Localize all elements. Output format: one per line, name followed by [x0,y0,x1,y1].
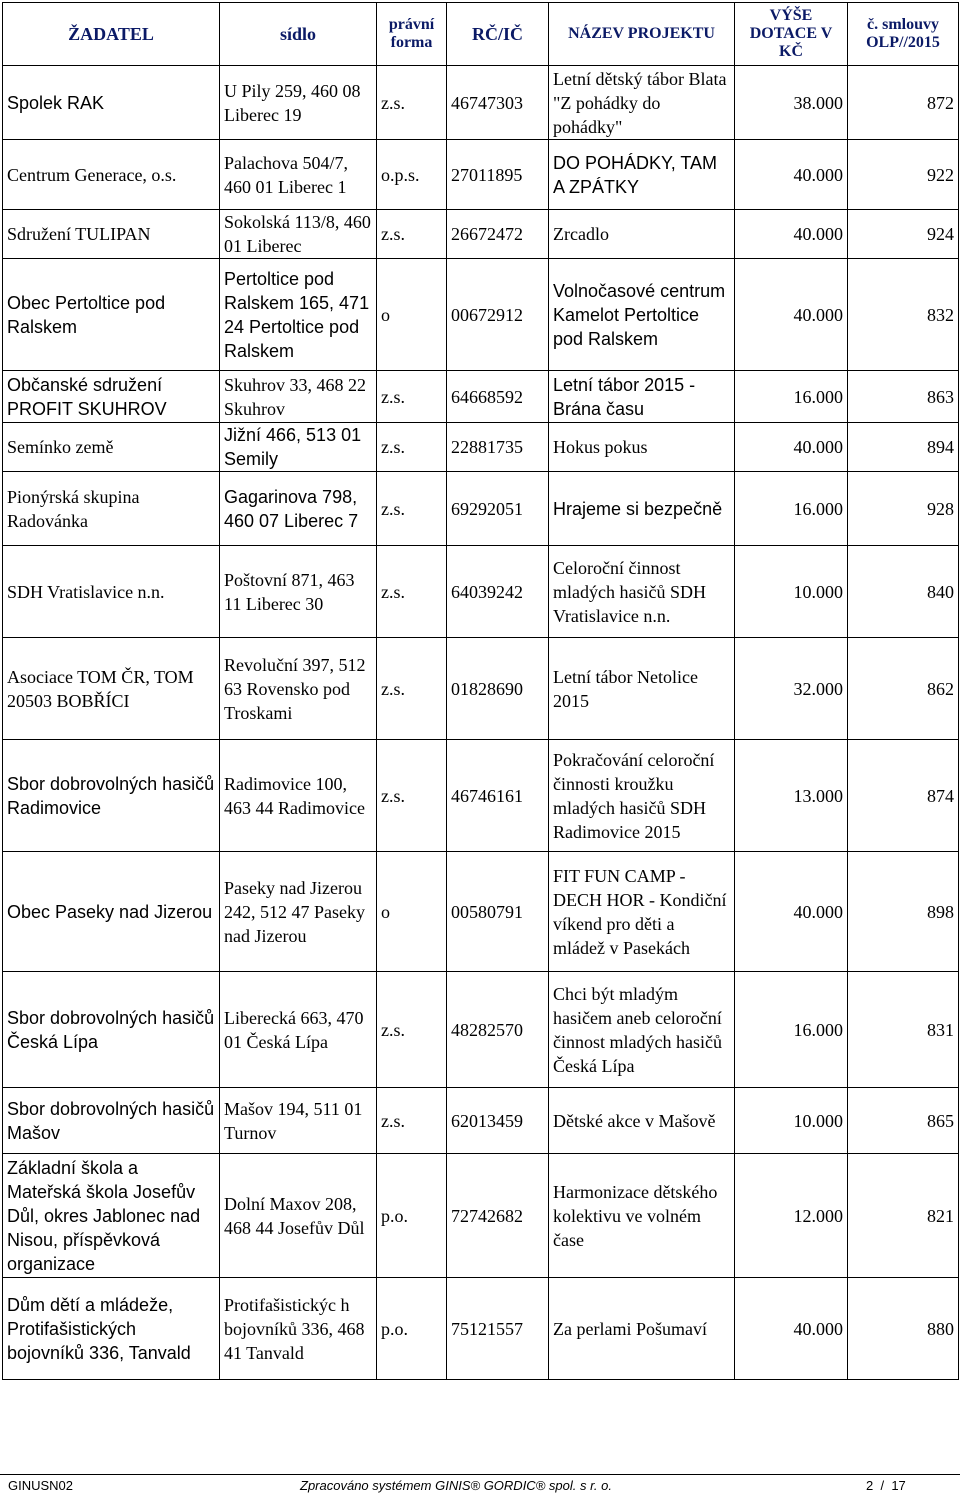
cell-legal-form: z.s. [377,66,447,140]
cell-seat: Radimovice 100, 463 44 Radimovice [220,740,377,852]
cell-applicant: Sbor dobrovolných hasičů Radimovice [3,740,220,852]
table-row [3,210,959,259]
cell-applicant: Dům dětí a mládeže, Protifašistických bojovníků 336, Tanvald [3,1278,220,1380]
cell-legal-form: z.s. [377,210,447,259]
table-row [3,1088,959,1154]
cell-id: 75121557 [447,1278,549,1380]
cell-amount: 10.000 [735,546,848,638]
cell-seat: Skuhrov 33, 468 22 Skuhrov [220,371,377,423]
table-row [3,1278,959,1380]
cell-legal-form: o.p.s. [377,140,447,210]
footer-total-pages: 17 [891,1478,906,1493]
cell-applicant: Sbor dobrovolných hasičů Mašov [3,1088,220,1154]
cell-applicant: Občanské sdružení PROFIT SKUHROV [3,371,220,423]
header-applicant: ŽADATEL [3,3,220,66]
cell-applicant: Sdružení TULIPAN [3,210,220,259]
cell-id: 48282570 [447,972,549,1088]
cell-contract: 863 [848,371,959,423]
cell-amount: 16.000 [735,371,848,423]
cell-project: Za perlami Pošumaví [549,1278,735,1380]
cell-project: Dětské akce v Mašově [549,1088,735,1154]
cell-id: 01828690 [447,638,549,740]
cell-amount: 10.000 [735,1088,848,1154]
cell-applicant: SDH Vratislavice n.n. [3,546,220,638]
cell-id: 00580791 [447,852,549,972]
table-row [3,852,959,972]
cell-seat: Pertoltice pod Ralskem 165, 471 24 Pertoltice pod Ralskem [220,259,377,371]
cell-legal-form: z.s. [377,472,447,546]
cell-id: 69292051 [447,472,549,546]
cell-amount: 38.000 [735,66,848,140]
cell-applicant: Asociace TOM ČR, TOM 20503 BOBŘÍCI [3,638,220,740]
cell-id: 00672912 [447,259,549,371]
cell-contract: 872 [848,66,959,140]
cell-applicant: Obec Paseky nad Jizerou [3,852,220,972]
cell-id: 26672472 [447,210,549,259]
cell-amount: 16.000 [735,472,848,546]
cell-id: 27011895 [447,140,549,210]
cell-project: Letní tábor 2015 - Brána času [549,371,735,423]
cell-project: Letní dětský tábor Blata "Z pohádky do pohádky" [549,66,735,140]
grant-table [2,2,959,1380]
cell-id: 62013459 [447,1088,549,1154]
table-body [3,66,959,1380]
cell-seat: Mašov 194, 511 01 Turnov [220,1088,377,1154]
cell-project: Celoroční činnost mladých hasičů SDH Vratislavice n.n. [549,546,735,638]
cell-id: 64668592 [447,371,549,423]
cell-project: Hokus pokus [549,423,735,472]
cell-id: 46746161 [447,740,549,852]
cell-legal-form: z.s. [377,1088,447,1154]
cell-legal-form: p.o. [377,1278,447,1380]
cell-applicant: Obec Pertoltice pod Ralskem [3,259,220,371]
cell-legal-form: z.s. [377,423,447,472]
table-row [3,66,959,140]
cell-contract: 894 [848,423,959,472]
cell-legal-form: z.s. [377,972,447,1088]
header-row [3,3,959,66]
table-row [3,423,959,472]
cell-amount: 40.000 [735,140,848,210]
cell-legal-form: z.s. [377,371,447,423]
cell-amount: 40.000 [735,852,848,972]
header-project: NÁZEV PROJEKTU [549,3,735,66]
cell-legal-form: o [377,852,447,972]
cell-seat: Poštovní 871, 463 11 Liberec 30 [220,546,377,638]
header-contract: č. smlouvy OLP//2015 [848,3,959,66]
table-row [3,472,959,546]
cell-applicant: Semínko země [3,423,220,472]
footer-separator: / [880,1478,885,1493]
cell-amount: 16.000 [735,972,848,1088]
cell-project: Letní tábor Netolice 2015 [549,638,735,740]
cell-contract: 922 [848,140,959,210]
footer-code: GINUSN02 [8,1478,74,1493]
cell-contract: 832 [848,259,959,371]
header-seat: sídlo [220,3,377,66]
cell-id: 46747303 [447,66,549,140]
cell-seat: Liberecká 663, 470 01 Česká Lípa [220,972,377,1088]
cell-contract: 821 [848,1154,959,1278]
header-id: RČ/IČ [447,3,549,66]
cell-seat: Gagarinova 798, 460 07 Liberec 7 [220,472,377,546]
footer-system-note: Zpracováno systémem GINIS® GORDIC® spol. s r. o. [300,1478,612,1493]
cell-applicant: Centrum Generace, o.s. [3,140,220,210]
cell-id: 22881735 [447,423,549,472]
table-row [3,371,959,423]
cell-applicant: Pionýrská skupina Radovánka [3,472,220,546]
cell-seat: U Pily 259, 460 08 Liberec 19 [220,66,377,140]
cell-amount: 40.000 [735,210,848,259]
cell-contract: 865 [848,1088,959,1154]
cell-seat: Paseky nad Jizerou 242, 512 47 Paseky nad Jizerou [220,852,377,972]
cell-amount: 32.000 [735,638,848,740]
cell-amount: 40.000 [735,1278,848,1380]
cell-project: Chci být mladým hasičem aneb celoroční činnost mladých hasičů Česká Lípa [549,972,735,1088]
cell-seat: Dolní Maxov 208, 468 44 Josefův Důl [220,1154,377,1278]
cell-seat: Palachova 504/7, 460 01 Liberec 1 [220,140,377,210]
cell-project: Zrcadlo [549,210,735,259]
cell-applicant: Sbor dobrovolných hasičů Česká Lípa [3,972,220,1088]
cell-legal-form: p.o. [377,1154,447,1278]
table-row [3,140,959,210]
header-amount: VÝŠE DOTACE V KČ [735,3,848,66]
cell-amount: 40.000 [735,259,848,371]
table-row [3,546,959,638]
cell-seat: Revoluční 397, 512 63 Rovensko pod Troskami [220,638,377,740]
cell-id: 64039242 [447,546,549,638]
cell-contract: 880 [848,1278,959,1380]
cell-project: FIT FUN CAMP - DECH HOR - Kondiční víkend pro děti a mládež v Pasekách [549,852,735,972]
page-footer [0,1474,960,1495]
cell-amount: 12.000 [735,1154,848,1278]
cell-applicant: Spolek RAK [3,66,220,140]
table-row [3,259,959,371]
table-row [3,638,959,740]
cell-contract: 898 [848,852,959,972]
cell-contract: 862 [848,638,959,740]
cell-legal-form: o [377,259,447,371]
footer-current-page: 2 [866,1478,874,1493]
cell-project: Harmonizace dětského kolektivu ve volném čase [549,1154,735,1278]
cell-project: DO POHÁDKY, TAM A ZPÁTKY [549,140,735,210]
cell-contract: 840 [848,546,959,638]
cell-contract: 874 [848,740,959,852]
cell-contract: 928 [848,472,959,546]
cell-project: Hrajeme si bezpečně [549,472,735,546]
cell-amount: 13.000 [735,740,848,852]
table-row [3,972,959,1088]
table-row [3,740,959,852]
cell-seat: Jižní 466, 513 01 Semily [220,423,377,472]
cell-legal-form: z.s. [377,638,447,740]
cell-applicant: Základní škola a Mateřská škola Josefův Důl, okres Jablonec nad Nisou, příspěvková organizace [3,1154,220,1278]
header-legal-form: právní forma [377,3,447,66]
cell-legal-form: z.s. [377,546,447,638]
cell-project: Pokračování celoroční činnosti kroužku mladých hasičů SDH Radimovice 2015 [549,740,735,852]
footer-page-number [866,1478,906,1493]
cell-legal-form: z.s. [377,740,447,852]
cell-amount: 40.000 [735,423,848,472]
table-row [3,1154,959,1278]
cell-id: 72742682 [447,1154,549,1278]
cell-seat: Protifašistickýc h bojovníků 336, 468 41 Tanvald [220,1278,377,1380]
cell-contract: 831 [848,972,959,1088]
cell-project: Volnočasové centrum Kamelot Pertoltice pod Ralskem [549,259,735,371]
cell-contract: 924 [848,210,959,259]
cell-seat: Sokolská 113/8, 460 01 Liberec [220,210,377,259]
